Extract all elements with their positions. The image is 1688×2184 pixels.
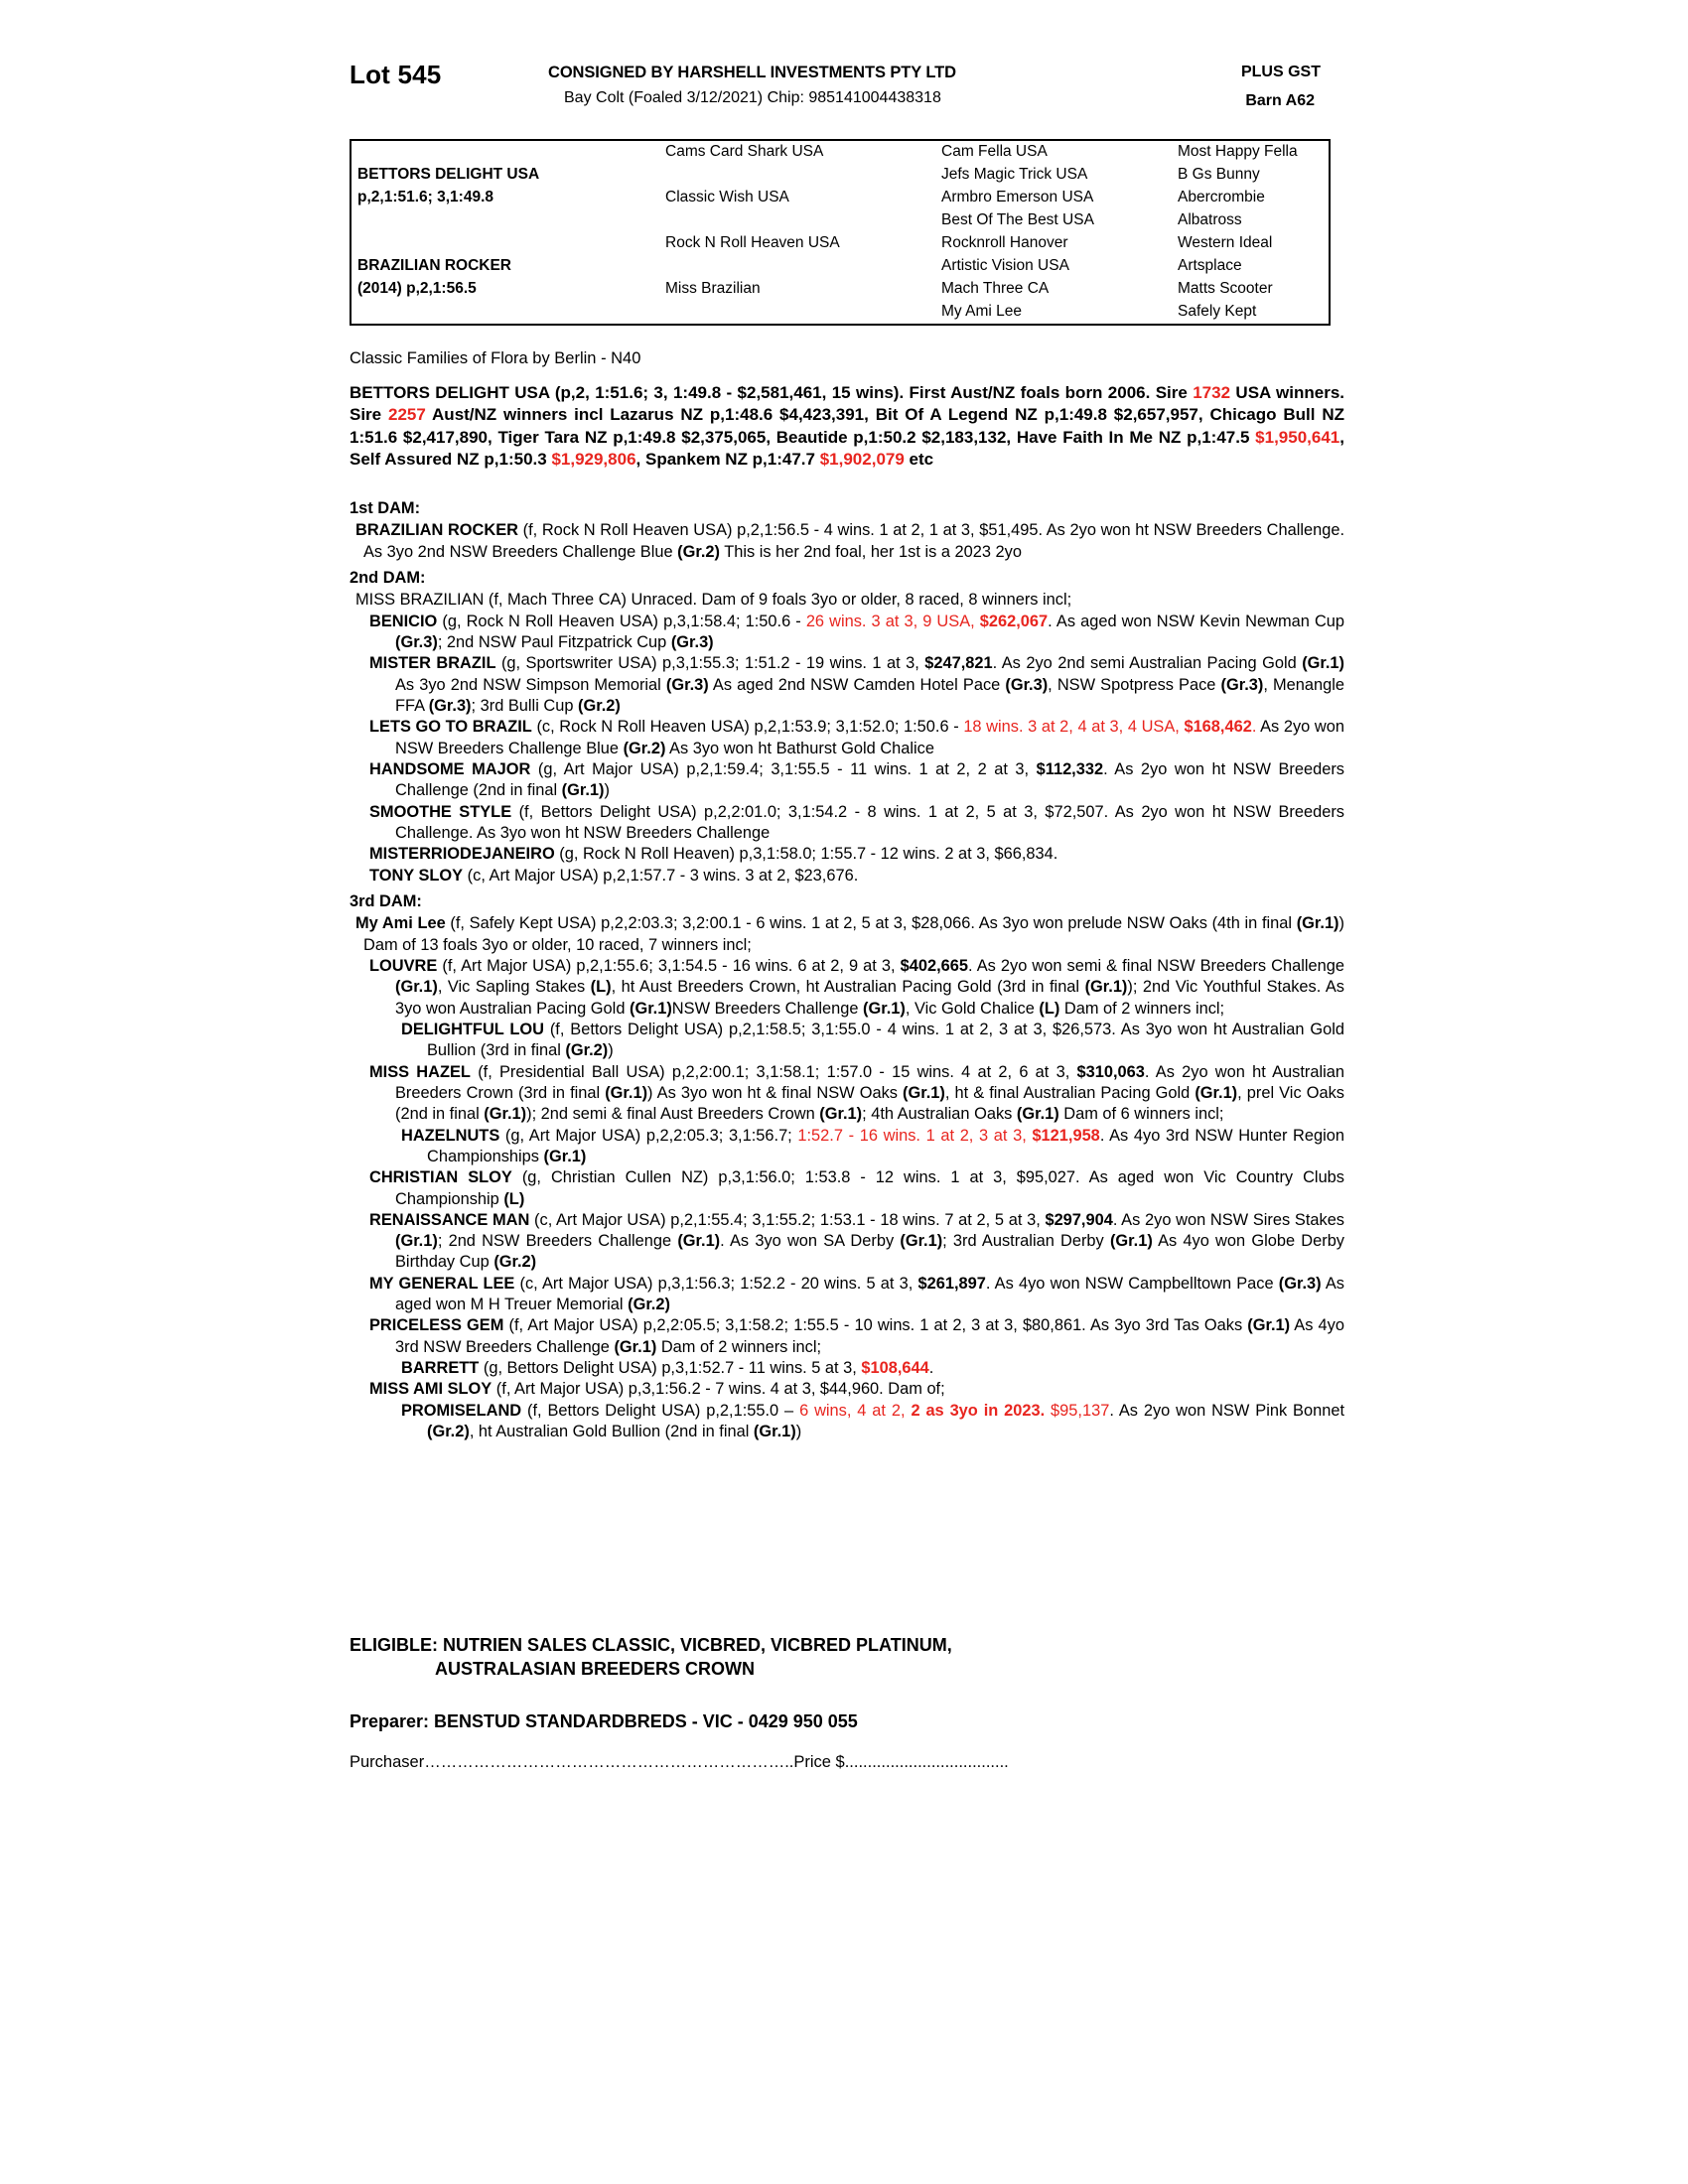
pedigree-cell-c4: Albatross (1178, 211, 1242, 228)
pedigree-row (352, 141, 1368, 164)
pedigree-table (352, 141, 1368, 324)
dam-section-heading: 2nd DAM: (350, 568, 426, 587)
pedigree-entry: CHRISTIAN SLOY (g, Christian Cullen NZ) p,3,1:56.0; 1:53.8 - 12 wins. 1 at 3, $95,027. As aged won Vic Country Clubs Championship (L) (369, 1168, 1344, 1208)
pedigree-row (352, 187, 1368, 209)
pedigree-entry: MISS AMI SLOY (f, Art Major USA) p,3,1:56.2 - 7 wins. 4 at 3, $44,960. Dam of; (369, 1380, 945, 1399)
pedigree-entry: MISTER BRAZIL (g, Sportswriter USA) p,3,1:55.3; 1:51.2 - 19 wins. 1 at 3, $247,821. As 2yo 2nd semi Australian Pacing Gold (Gr.1) As 3yo 2nd NSW Simpson Memorial (Gr.3) As aged 2nd NSW Camden Hotel Pace (Gr.3), NSW Spotpress Pace (Gr.3), Menangle FFA (Gr.3); 3rd Bulli Cup (Gr.2) (369, 654, 1344, 715)
sire-summary-paragraph: BETTORS DELIGHT USA (p,2, 1:51.6; 3, 1:49.8 - $2,581,461, 15 wins). First Aust/NZ foals born 2006. Sire 1732 USA winners. Sire 2257 Aust/NZ winners incl Lazarus NZ p,1:48.6 $4,423,391, Bit Of A Legend NZ p,1:49.8 $2,657,957, Chicago Bull NZ 1:51.6 $2,417,890, Tiger Tara NZ p,1:49.8 $2,375,065, Beautide p,1:50.2 $2,183,132, Have Faith In Me NZ p,1:47.5 $1,950,641, Self Assured NZ p,1:50.3 $1,929,806, Spankem NZ p,1:47.7 $1,902,079 etc (350, 383, 1345, 470)
pedigree-entry: DELIGHTFUL LOU (f, Bettors Delight USA) p,2,1:58.5; 3,1:55.0 - 4 wins. 1 at 2, 3 at 3, $26,573. As 3yo won ht Australian Gold Bullion (3rd in final (Gr.2)) (401, 1020, 1344, 1060)
pedigree-entry: TONY SLOY (c, Art Major USA) p,2,1:57.7 - 3 wins. 3 at 2, $23,676. (369, 866, 859, 885)
dam-section-heading: 1st DAM: (350, 499, 421, 517)
pedigree-cell-c1: p,2,1:51.6; 3,1:49.8 (357, 189, 493, 205)
pedigree-cell-c2: Classic Wish USA (665, 189, 789, 205)
pedigree-cell-c3: Jefs Magic Trick USA (941, 166, 1088, 183)
pedigree-entry: LOUVRE (f, Art Major USA) p,2,1:55.6; 3,1:54.5 - 16 wins. 6 at 2, 9 at 3, $402,665. As 2yo won semi & final NSW Breeders Challenge (Gr.1), Vic Sapling Stakes (L), ht Aust Breeders Crown, ht Australian Pacing Gold (3rd in final (Gr.1)); 2nd Vic Youthful Stakes. As 3yo won Australian Pacing Gold (Gr.1)NSW Breeders Challenge (Gr.1), Vic Gold Chalice (L) Dam of 2 winners incl; (369, 956, 1344, 1018)
pedigree-cell-c3: Armbro Emerson USA (941, 189, 1094, 205)
pedigree-cell-c2: Cams Card Shark USA (665, 143, 824, 160)
pedigree-entry: MISS HAZEL (f, Presidential Ball USA) p,2,2:00.1; 3,1:58.1; 1:57.0 - 15 wins. 4 at 2, 6 at 3, $310,063. As 2yo won ht Australian Breeders Crown (3rd in final (Gr.1)) As 3yo won ht & final NSW Oaks (Gr.1), ht & final Australian Pacing Gold (Gr.1), prel Vic Oaks (2nd in final (Gr.1)); 2nd semi & final Aust Breeders Crown (Gr.1); 4th Australian Oaks (Gr.1) Dam of 6 winners incl; (369, 1062, 1344, 1124)
pedigree-cell-c2: Miss Brazilian (665, 280, 761, 297)
pedigree-entry: My Ami Lee (f, Safely Kept USA) p,2,2:03.3; 3,2:00.1 - 6 wins. 1 at 2, 5 at 3, $28,066. As 3yo won prelude NSW Oaks (4th in final (Gr.1)) Dam of 13 foals 3yo or older, 10 raced, 7 winners incl; (355, 914, 1344, 954)
pedigree-row (352, 209, 1368, 232)
pedigree-cell-c4: Western Ideal (1178, 234, 1273, 251)
pedigree-row (352, 255, 1368, 278)
pedigree-table-wrapper (350, 139, 1331, 326)
eligible-line-1: ELIGIBLE: NUTRIEN SALES CLASSIC, VICBRED, VICBRED PLATINUM, (350, 1635, 952, 1655)
pedigree-entry: SMOOTHE STYLE (f, Bettors Delight USA) p,2,2:01.0; 3,1:54.2 - 8 wins. 1 at 2, 5 at 3, $72,507. As 2yo won ht NSW Breeders Challenge. As 3yo won ht NSW Breeders Challenge (369, 802, 1344, 842)
pedigree-entry: RENAISSANCE MAN (c, Art Major USA) p,2,1:55.4; 3,1:55.2; 1:53.1 - 18 wins. 7 at 2, 5 at 3, $297,904. As 2yo won NSW Sires Stakes (Gr.1); 2nd NSW Breeders Challenge (Gr.1). As 3yo won SA Derby (Gr.1); 3rd Australian Derby (Gr.1) As 4yo won Globe Derby Birthday Cup (Gr.2) (369, 1210, 1345, 1272)
lot-number: Lot 545 (350, 60, 442, 89)
page-header (350, 60, 1342, 125)
pedigree-cell-c4: Abercrombie (1178, 189, 1265, 205)
eligible-block (350, 1633, 1344, 1682)
pedigree-row (352, 232, 1368, 255)
pedigree-cell-c1: BETTORS DELIGHT USA (357, 166, 540, 183)
pedigree-entry: BARRETT (g, Bettors Delight USA) p,3,1:52.7 - 11 wins. 5 at 3, $108,644. (401, 1359, 934, 1378)
pedigree-cell-c2: Rock N Roll Heaven USA (665, 234, 840, 251)
pedigree-cell-c4: B Gs Bunny (1178, 166, 1260, 183)
page-content (350, 60, 1345, 1771)
pedigree-cell-c4: Artsplace (1178, 257, 1242, 274)
preparer-line: Preparer: BENSTUD STANDARDBREDS - VIC - 0429 950 055 (350, 1711, 858, 1731)
pedigree-cell-c4: Matts Scooter (1178, 280, 1273, 297)
pedigree-row (352, 164, 1368, 187)
pedigree-row (352, 278, 1368, 301)
pedigree-cell-c3: Artistic Vision USA (941, 257, 1069, 274)
pedigree-cell-c3: Mach Three CA (941, 280, 1050, 297)
pedigree-entry: LETS GO TO BRAZIL (c, Rock N Roll Heaven USA) p,2,1:53.9; 3,1:52.0; 1:50.6 - 18 wins. 3 at 2, 4 at 3, 4 USA, $168,462. As 2yo won NSW Breeders Challenge Blue (Gr.2) As 3yo won ht Bathurst Gold Chalice (369, 718, 1344, 757)
plus-gst-label: PLUS GST (1240, 64, 1321, 80)
pedigree-entry: MISTERRIODEJANEIRO (g, Rock N Roll Heaven) p,3,1:58.0; 1:55.7 - 12 wins. 2 at 3, $66,834. (369, 845, 1058, 864)
pedigree-cell-c4: Safely Kept (1178, 303, 1257, 320)
pedigree-cell-c1: BRAZILIAN ROCKER (357, 257, 511, 274)
pedigree-entry: PRICELESS GEM (f, Art Major USA) p,2,2:05.5; 3,1:58.2; 1:55.5 - 10 wins. 1 at 2, 3 at 3, $80,861. As 3yo 3rd Tas Oaks (Gr.1) As 4yo 3rd NSW Breeders Challenge (Gr.1) Dam of 2 winners incl; (369, 1316, 1344, 1356)
foaled-details: Bay Colt (Foaled 3/12/2021) Chip: 985141004438318 (564, 89, 941, 106)
pedigree-cell-c3: My Ami Lee (941, 303, 1022, 320)
barn-label: Barn A62 (1245, 92, 1315, 109)
pedigree-row (352, 301, 1368, 324)
pedigree-entry: BRAZILIAN ROCKER (f, Rock N Roll Heaven USA) p,2,1:56.5 - 4 wins. 1 at 2, 1 at 3, $51,495. As 2yo won ht NSW Breeders Challenge. As 3yo 2nd NSW Breeders Challenge Blue (Gr.2) This is her 2nd foal, her 1st is a 2023 2yo (355, 521, 1344, 561)
pedigree-cell-c2 (659, 301, 935, 324)
pedigree-cell-c1: (2014) p,2,1:56.5 (357, 280, 477, 297)
pedigree-entry: HANDSOME MAJOR (g, Art Major USA) p,2,1:59.4; 3,1:55.5 - 11 wins. 1 at 2, 2 at 3, $112,332. As 2yo won ht NSW Breeders Challenge (2nd in final (Gr.1)) (369, 759, 1344, 800)
pedigree-cell-c1 (352, 209, 659, 232)
pedigree-cell-c2 (659, 209, 935, 232)
pedigree-cell-c1 (352, 232, 659, 255)
pedigree-body-text (350, 493, 1344, 1442)
pedigree-entry: PROMISELAND (f, Bettors Delight USA) p,2,1:55.0 – 6 wins, 4 at 2, 2 as 3yo in 2023. $95,137. As 2yo won NSW Pink Bonnet (Gr.2), ht Australian Gold Bullion (2nd in final (Gr.1)) (401, 1401, 1344, 1441)
pedigree-cell-c3: Cam Fella USA (941, 143, 1048, 160)
classic-family-line: Classic Families of Flora by Berlin - N40 (350, 349, 641, 367)
pedigree-cell-c1 (352, 141, 659, 164)
pedigree-cell-c3: Best Of The Best USA (941, 211, 1094, 228)
pedigree-cell-c2 (659, 255, 935, 278)
pedigree-cell-c1 (352, 301, 659, 324)
eligible-line-2: AUSTRALASIAN BREEDERS CROWN (435, 1659, 756, 1680)
consignor-line: CONSIGNED BY HARSHELL INVESTMENTS PTY LTD (548, 64, 956, 81)
pedigree-entry: MISS BRAZILIAN (f, Mach Three CA) Unraced. Dam of 9 foals 3yo or older, 8 raced, 8 winners incl; (355, 591, 1072, 610)
pedigree-entry: BENICIO (g, Rock N Roll Heaven USA) p,3,1:58.4; 1:50.6 - 26 wins. 3 at 3, 9 USA, $262,067. As aged won NSW Kevin Newman Cup (Gr.3); 2nd NSW Paul Fitzpatrick Cup (Gr.3) (369, 612, 1345, 651)
pedigree-cell-c4: Most Happy Fella (1178, 143, 1298, 160)
pedigree-entry: HAZELNUTS (g, Art Major USA) p,2,2:05.3; 3,1:56.7; 1:52.7 - 16 wins. 1 at 2, 3 at 3, $121,958. As 4yo 3rd NSW Hunter Region Championships (Gr.1) (401, 1126, 1344, 1165)
pedigree-entry: MY GENERAL LEE (c, Art Major USA) p,3,1:56.3; 1:52.2 - 20 wins. 5 at 3, $261,897. As 4yo won NSW Campbelltown Pace (Gr.3) As aged won M H Treuer Memorial (Gr.2) (369, 1274, 1344, 1314)
pedigree-cell-c2 (659, 164, 935, 187)
purchaser-price-line: Purchaser…………………………………………………………..Price $.................................... (350, 1753, 1009, 1771)
dam-section-heading: 3rd DAM: (350, 891, 422, 910)
pedigree-cell-c3: Rocknroll Hanover (941, 234, 1068, 251)
